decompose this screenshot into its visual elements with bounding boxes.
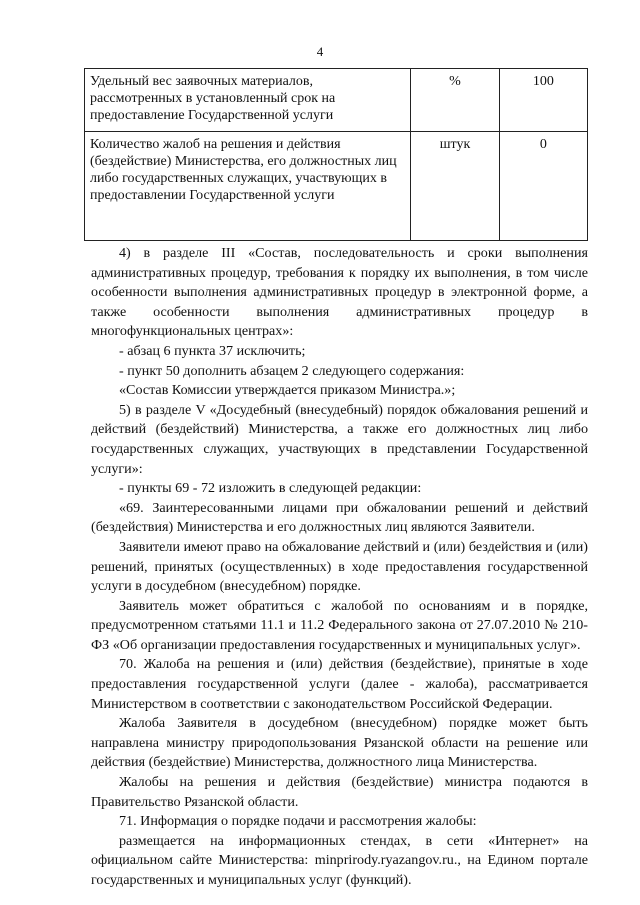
- paragraph: 5) в разделе V «Досудебный (внесудебный) порядок обжалования решений и действий (бездействий) Министерства, а также его должностных лиц либо государственных служащих, участвующих в представлении Государственной услуги»:: [91, 401, 588, 477]
- paragraph: «Состав Комиссии утверждается приказом Министра.»;: [119, 382, 456, 399]
- indicators-table: [84, 68, 588, 241]
- indicator-value: 0: [499, 132, 587, 241]
- paragraph: Жалобы на решения и действия (бездействие) министра подаются в Правительство Рязанской области.: [91, 774, 588, 810]
- paragraph: Заявитель может обратиться с жалобой по основаниям и в порядке, предусмотренном статьями 11.1 и 11.2 Федерального закона от 27.07.2010 № 210-ФЗ «Об организации предоставления государственных и муниципальных услуг».: [91, 597, 588, 653]
- paragraph: размещается на информационных стендах, в сети «Интернет» на официальном сайте Министерства: minprirody.ryazangov.ru., на Едином портале государственных и муниципальных услуг (функций).: [91, 832, 588, 888]
- indicator-value: 100: [499, 69, 587, 132]
- paragraph: Заявители имеют право на обжалование действий и (или) бездействия и (или) решений, принятых (осуществленных) в ходе предоставления государственной услуги в досудебном (внесудебном) порядке.: [91, 538, 588, 595]
- paragraph: - пункты 69 - 72 изложить в следующей редакции:: [119, 480, 422, 497]
- indicator-name: Удельный вес заявочных материалов, рассмотренных в установленный срок на предоставление Государственной услуги: [85, 69, 411, 132]
- paragraph: 4) в разделе III «Состав, последовательность и сроки выполнения административных процедур, требования к порядку их выполнения, в том числе особенности выполнения административных процедур в электронной форме, а также особенности выполнения административных процедур в многофункциональных центрах»:: [91, 245, 588, 340]
- paragraph: «69. Заинтересованными лицами при обжаловании решений и действий (бездействия) Министерства и его должностных лиц являются Заявители.: [91, 499, 588, 536]
- indicator-unit: %: [411, 69, 499, 132]
- table-row: [85, 132, 588, 241]
- table-row: [85, 69, 588, 132]
- indicator-name: Количество жалоб на решения и действия (бездействие) Министерства, его должностных лиц либо государственных служащих, участвующих в предоставлении Государственной услуги: [85, 132, 411, 241]
- paragraph: - пункт 50 дополнить абзацем 2 следующего содержания:: [119, 362, 465, 379]
- indicator-unit: штук: [411, 132, 499, 241]
- paragraph: Жалоба Заявителя в досудебном (внесудебном) порядке может быть направлена министру природопользования Рязанской области на решение или действия (бездействие) Министерства, должностного лица Министерства.: [91, 715, 588, 771]
- paragraph: 71. Информация о порядке подачи и рассмотрения жалобы:: [119, 813, 477, 830]
- document-body: [91, 244, 588, 891]
- paragraph: - абзац 6 пункта 37 исключить;: [119, 342, 306, 359]
- paragraph: 70. Жалоба на решения и (или) действия (бездействие), принятые в ходе предоставления государственной услуги (далее - жалоба), рассматривается Министерством в соответствии с законодательством Российской Федерации.: [91, 656, 588, 712]
- page-number: 4: [316, 44, 324, 59]
